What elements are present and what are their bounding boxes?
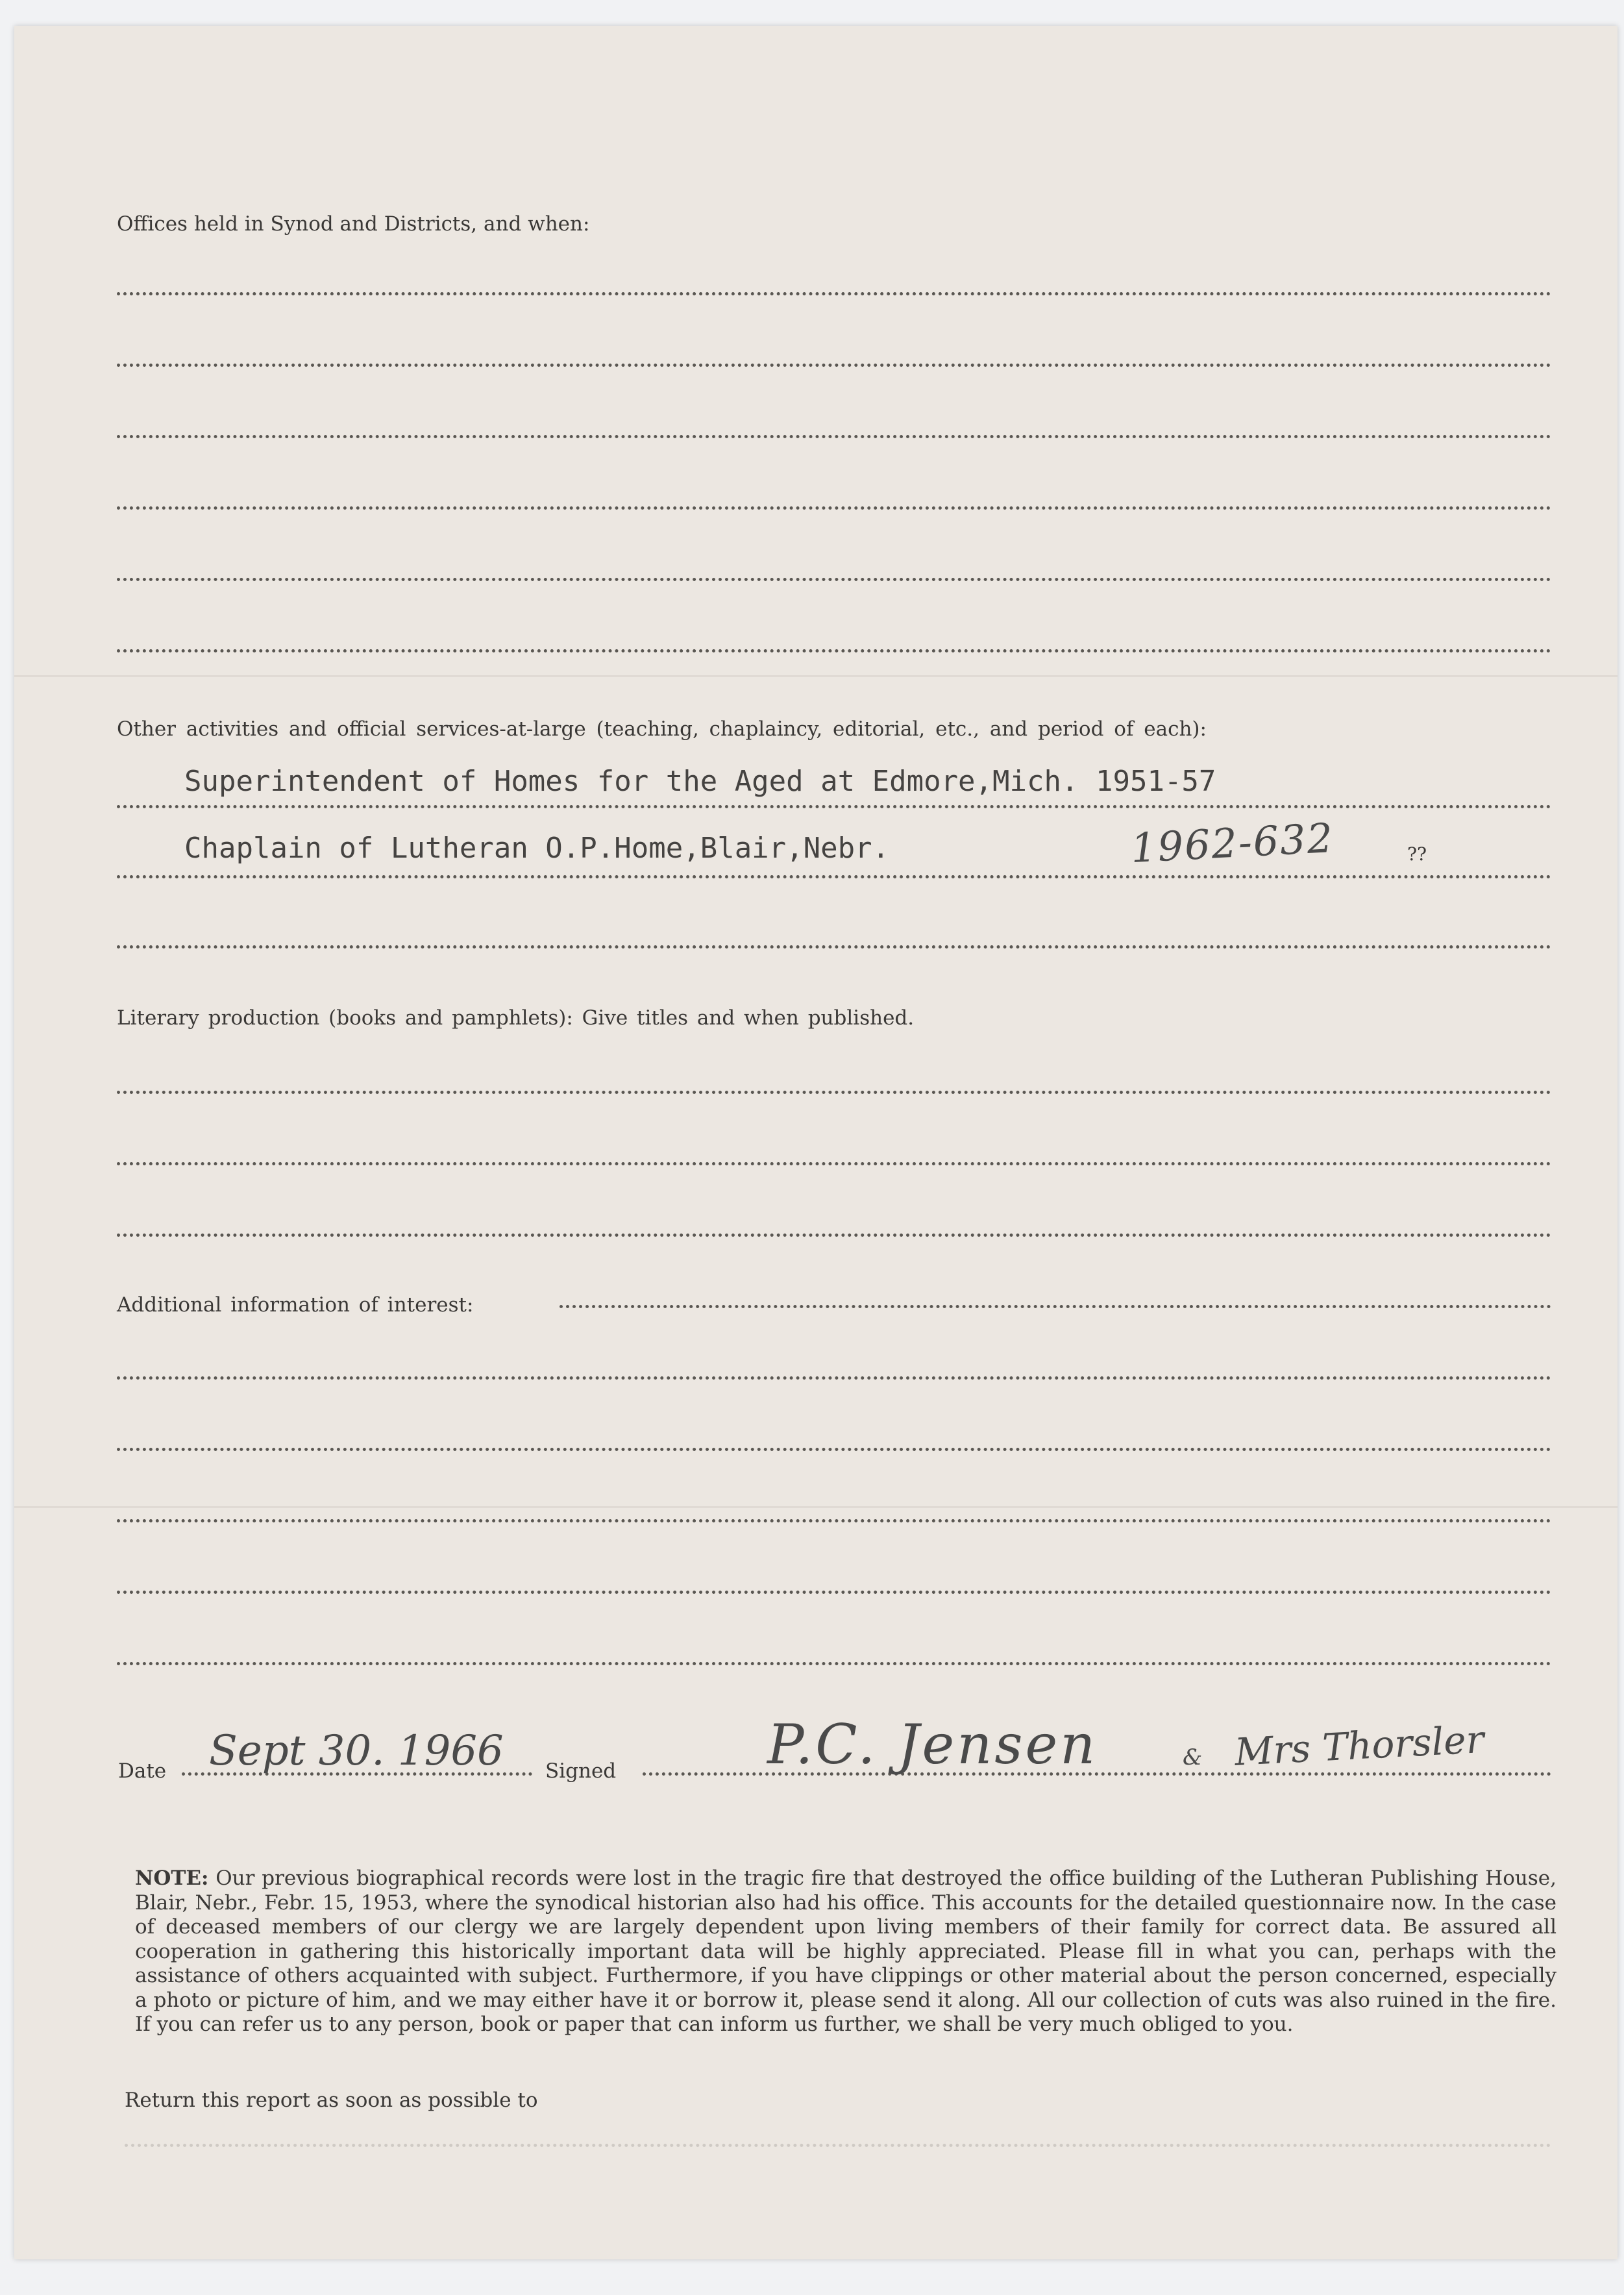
activity-entry: Chaplain of Lutheran O.P.Home,Blair,Nebr. bbox=[184, 832, 890, 865]
date-label: Date bbox=[118, 1759, 167, 1783]
literary-label: Literary production (books and pamphlets): Give titles and when published. bbox=[117, 1006, 915, 1030]
answer-line[interactable] bbox=[117, 435, 1551, 438]
activity-entry: Superintendent of Homes for the Aged at Edmore,Mich. 1951-57 bbox=[184, 765, 1216, 798]
answer-line[interactable] bbox=[117, 1519, 1551, 1522]
signature-jensen: P.C. Jensen bbox=[767, 1713, 1098, 1776]
answer-line[interactable] bbox=[560, 1305, 1551, 1308]
signature-thorsler: Mrs Thorsler bbox=[1233, 1717, 1485, 1775]
answer-line[interactable] bbox=[117, 506, 1551, 510]
answer-line[interactable] bbox=[117, 364, 1551, 367]
note-text: Our previous biographical records were lost in the tragic fire that destroyed the office building of the Lutheran Publishing House, Blair, Nebr., Febr. 15, 1953, where the synodical historian also had his office. This accounts for the detailed questionnaire now. In the case of deceased members of our clergy we are largely dependent upon living members of their family for correct data. Be assured all cooperation in gathering this historically important data will be highly appreciated. Please fill in what you can, perhaps with the assistance of others acquainted with subject. Furthermore, if you have clippings or other material about the person concerned, especially a photo or picture of him, and we may either have it or borrow it, please send it along. All our collection of cuts was also ruined in the fire. If you can refer us to any person, book or paper that can inform us further, we shall be very much obliged to you. bbox=[135, 1867, 1556, 2036]
answer-line[interactable] bbox=[117, 292, 1551, 295]
answer-line[interactable] bbox=[117, 1591, 1551, 1594]
signed-label: Signed bbox=[545, 1759, 617, 1783]
answer-line[interactable] bbox=[117, 1234, 1551, 1237]
paper-fold bbox=[14, 675, 1618, 677]
signature-ampersand: & bbox=[1183, 1744, 1203, 1770]
paper-fold bbox=[14, 1506, 1618, 1508]
handwritten-years: 1962-632 bbox=[1129, 813, 1335, 873]
question-marks: ?? bbox=[1407, 843, 1427, 865]
answer-line[interactable] bbox=[117, 945, 1551, 949]
answer-line[interactable] bbox=[117, 805, 1551, 808]
answer-line[interactable] bbox=[117, 1376, 1551, 1380]
other-activities-label: Other activities and official services-at-large (teaching, chaplaincy, editorial, etc., and period of each): bbox=[117, 717, 1207, 741]
offices-label: Offices held in Synod and Districts, and when: bbox=[117, 212, 590, 236]
note-paragraph bbox=[135, 1867, 1556, 2037]
answer-line[interactable] bbox=[117, 1091, 1551, 1094]
return-label: Return this report as soon as possible to bbox=[125, 2089, 538, 2112]
answer-line[interactable] bbox=[117, 649, 1551, 652]
date-handwritten: Sept 30. 1966 bbox=[209, 1727, 504, 1775]
form-page bbox=[14, 26, 1618, 2259]
return-address-line[interactable] bbox=[125, 2144, 1551, 2147]
note-heading: NOTE: bbox=[135, 1867, 209, 1890]
answer-line[interactable] bbox=[117, 578, 1551, 581]
answer-line[interactable] bbox=[117, 1662, 1551, 1665]
answer-line[interactable] bbox=[117, 1162, 1551, 1165]
answer-line[interactable] bbox=[117, 1448, 1551, 1451]
additional-label: Additional information of interest: bbox=[117, 1293, 474, 1317]
answer-line[interactable] bbox=[117, 875, 1551, 878]
